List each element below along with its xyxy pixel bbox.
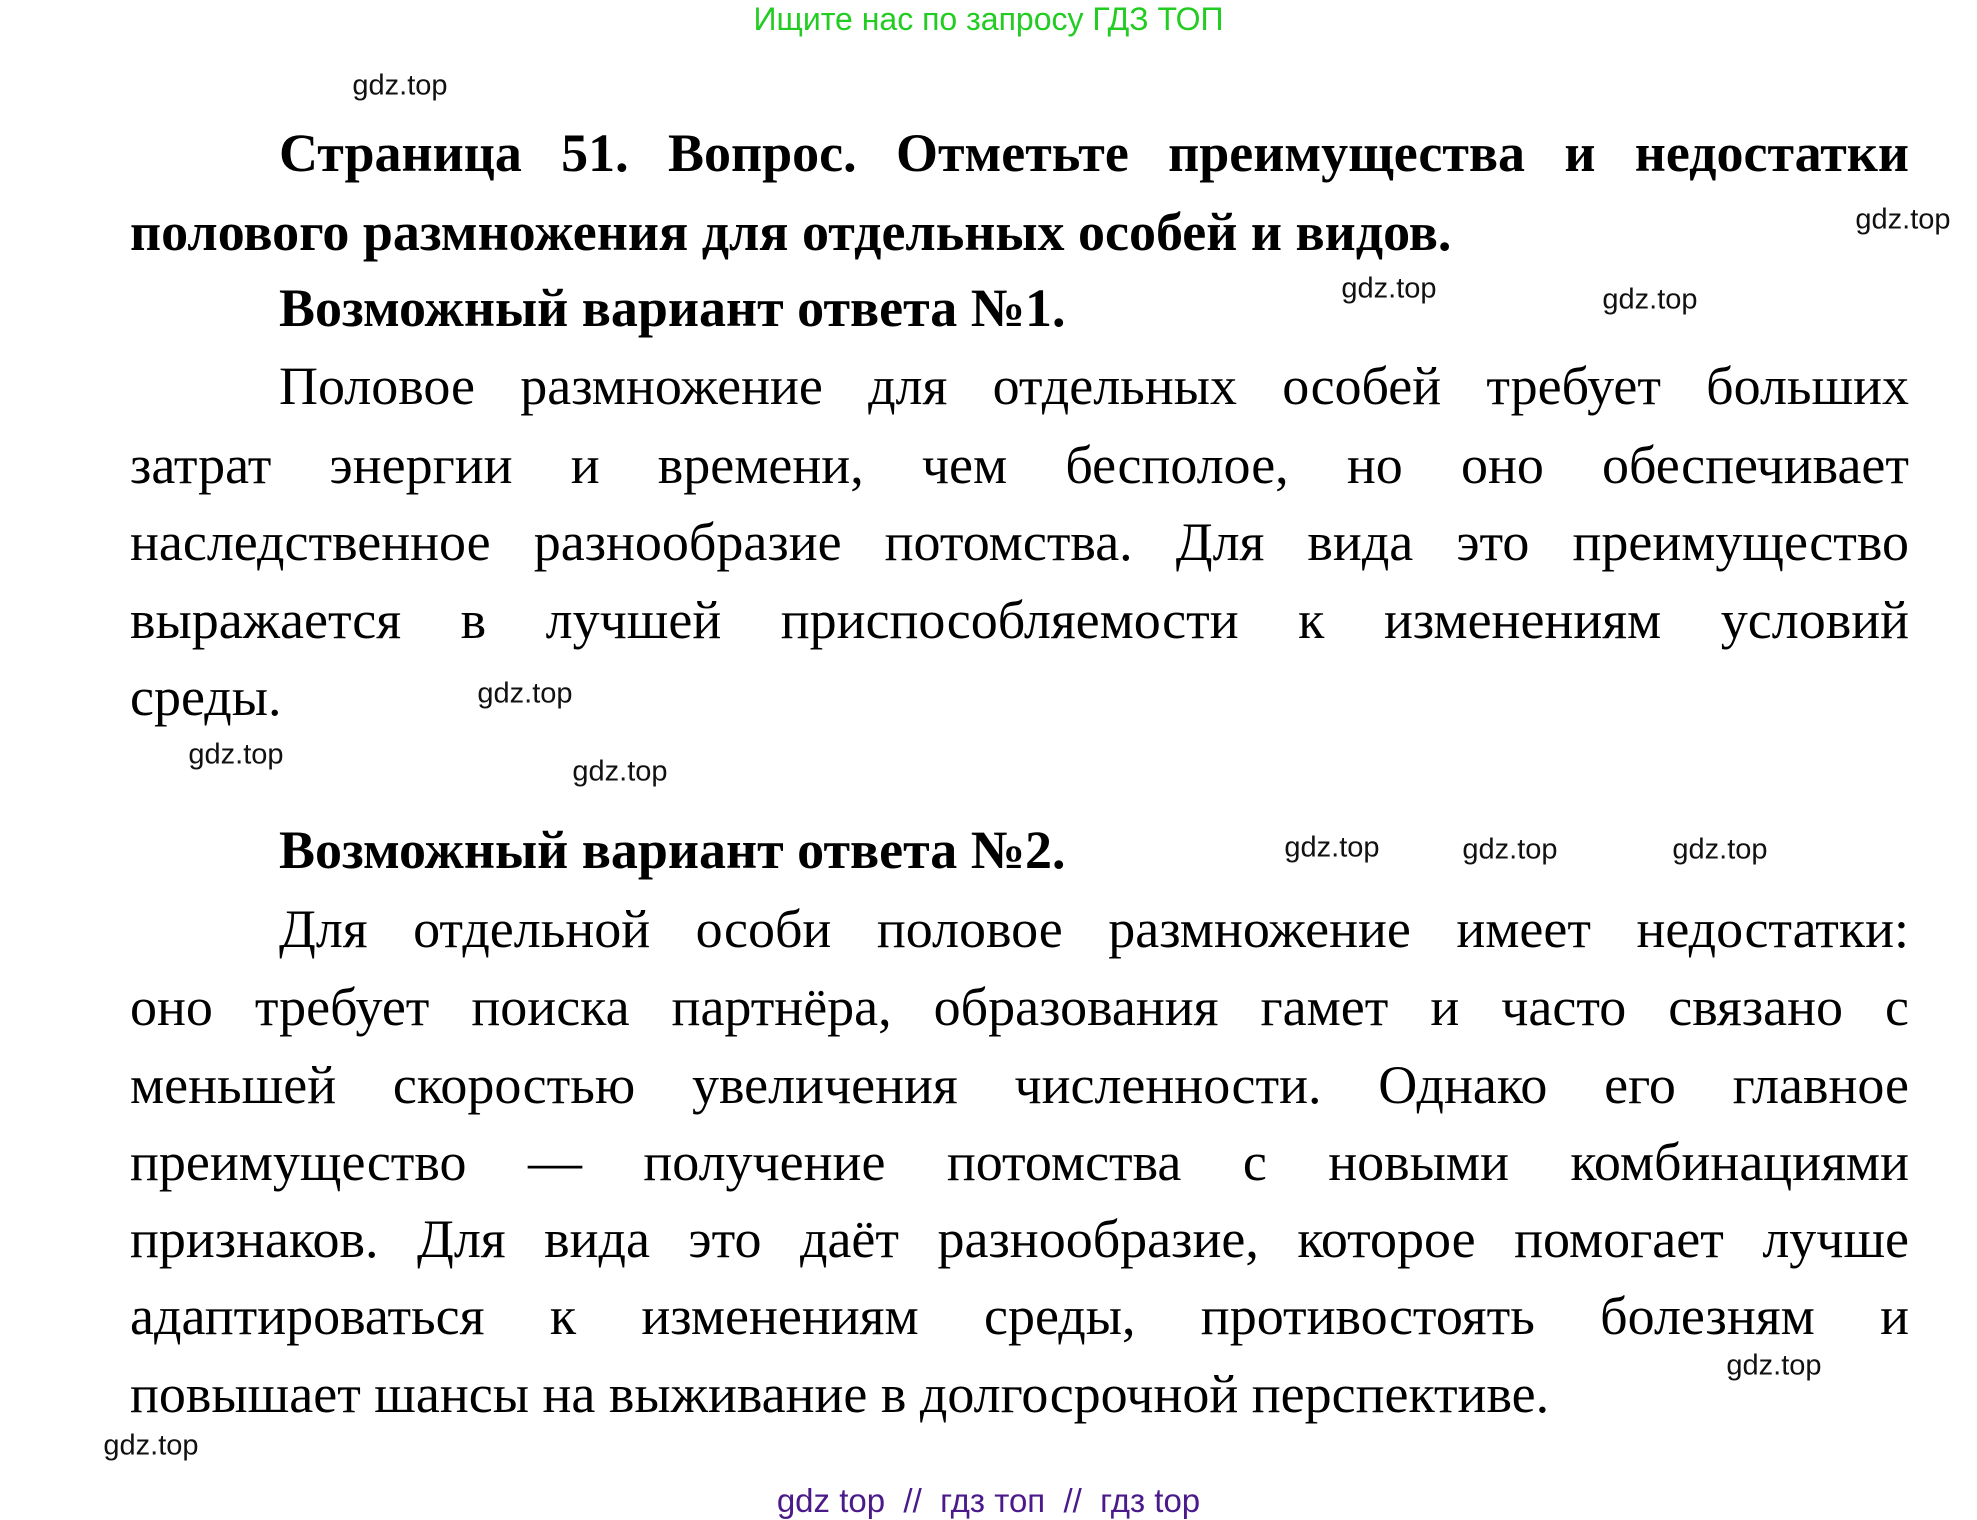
answer2-heading: Возможный вариант ответа №2.: [279, 820, 1066, 880]
watermark: gdz.top: [1602, 283, 1698, 316]
answer1-line: наследственное разнообразие потомства. Для вида это преимущество: [130, 512, 1909, 572]
question-title-line-1: Страница 51. Вопрос. Отметьте преимущества и недостатки: [279, 123, 1909, 183]
answer2-line: повышает шансы на выживание в долгосрочной перспективе.: [130, 1364, 1550, 1424]
watermark: gdz.top: [572, 755, 668, 788]
answer1-line: Половое размножение для отдельных особей требует больших: [279, 356, 1909, 416]
watermark: gdz.top: [1672, 833, 1768, 866]
watermark: gdz.top: [1284, 831, 1380, 864]
answer2-line: признаков. Для вида это даёт разнообразие, которое помогает лучше: [130, 1209, 1909, 1269]
question-title-line-2: полового размножения для отдельных особей и видов.: [130, 202, 1452, 262]
watermark: gdz.top: [352, 69, 448, 102]
answer2-line: Для отдельной особи половое размножение имеет недостатки:: [279, 899, 1909, 959]
search-banner: Ищите нас по запросу ГДЗ ТОП: [753, 1, 1224, 37]
watermark: gdz.top: [1726, 1349, 1822, 1382]
answer1-heading: Возможный вариант ответа №1.: [279, 278, 1066, 338]
watermark: gdz.top: [1462, 833, 1558, 866]
footer-links[interactable]: gdz top // гдз топ // гдз top: [776, 1482, 1201, 1519]
answer2-line: преимущество — получение потомства с новыми комбинациями: [130, 1132, 1909, 1192]
answer1-line: среды.: [130, 667, 282, 727]
answer1-line: затрат энергии и времени, чем бесполое, но оно обеспечивает: [130, 435, 1909, 495]
watermark: gdz.top: [1855, 203, 1951, 236]
answer2-line: адаптироваться к изменениям среды, противостоять болезням и: [130, 1286, 1909, 1346]
answer1-line: выражается в лучшей приспособляемости к изменениям условий: [130, 590, 1909, 650]
watermark: gdz.top: [477, 677, 573, 710]
answer2-line: меньшей скоростью увеличения численности. Однако его главное: [130, 1055, 1909, 1115]
answer2-line: оно требует поиска партнёра, образования гамет и часто связано с: [130, 977, 1909, 1037]
watermark: gdz.top: [1341, 272, 1437, 305]
watermark: gdz.top: [103, 1429, 199, 1462]
watermark: gdz.top: [188, 738, 284, 771]
